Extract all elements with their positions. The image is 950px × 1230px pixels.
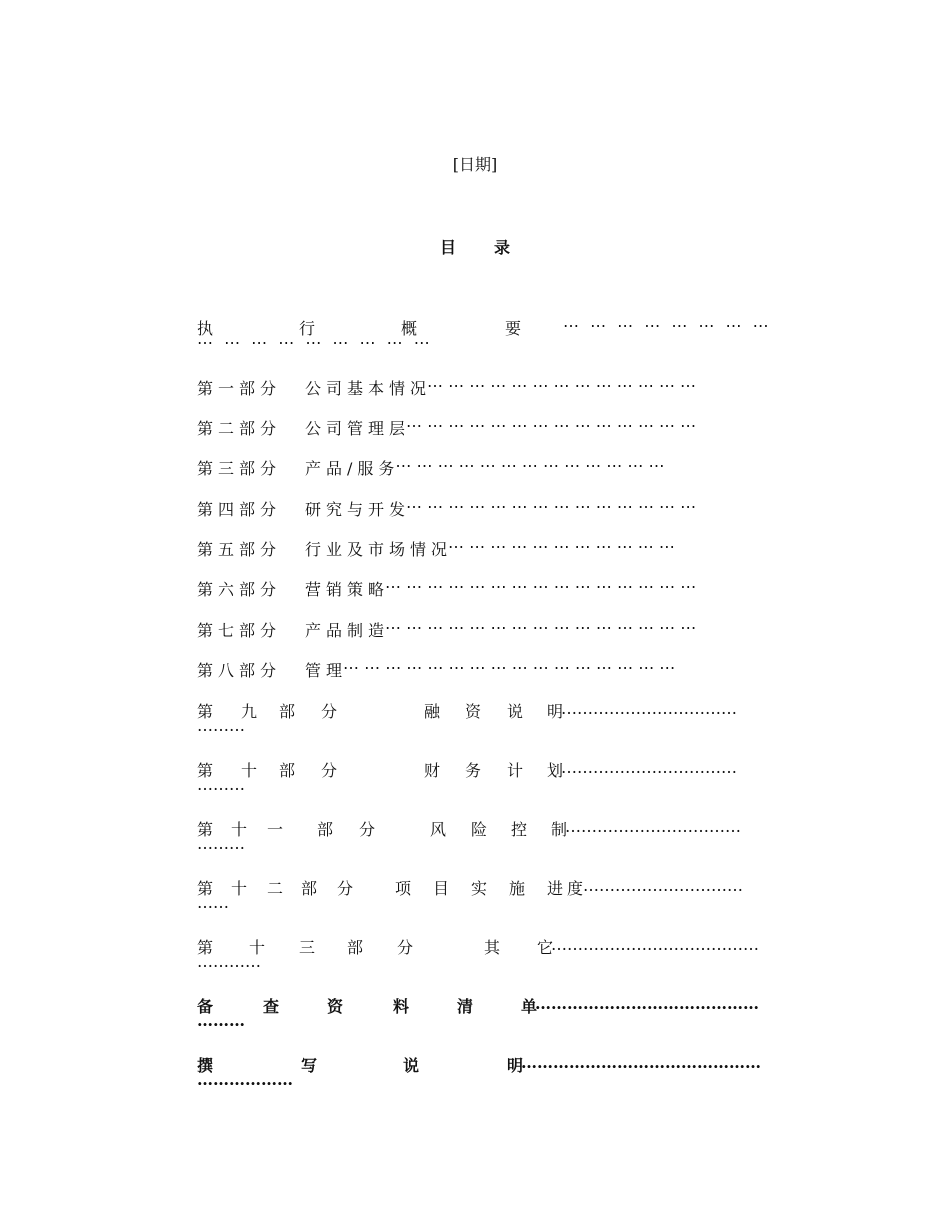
toc-char: 概 xyxy=(401,319,418,338)
toc-leader: ………………………………… xyxy=(551,935,759,954)
toc-char: 资 xyxy=(327,997,344,1016)
toc-part-label: 第六部分 xyxy=(197,580,282,599)
toc-char: 部 xyxy=(279,702,296,721)
toc-title: 产品制造 xyxy=(305,621,390,640)
toc-title: 管理 xyxy=(305,661,348,680)
toc-char: 第 xyxy=(197,702,214,721)
toc-char: 资 xyxy=(465,702,482,721)
toc-leader-wrap: ……… xyxy=(197,1011,245,1030)
toc-char: 行 xyxy=(299,319,316,338)
toc-leader-wrap: ……… xyxy=(197,834,245,853)
toc-char: 第 xyxy=(197,879,214,898)
toc-part-label: 第七部分 xyxy=(197,621,282,640)
toc-char: 十 xyxy=(241,761,258,780)
toc-part-label: 第二部分 xyxy=(197,419,282,438)
toc-title: 公司基本情况 xyxy=(305,379,432,398)
toc-char: 备 xyxy=(197,997,214,1016)
toc-char: 分 xyxy=(397,938,414,957)
toc-char: 九 xyxy=(241,702,258,721)
toc-leader-wrap: ⋯ ⋯ ⋯ ⋯ ⋯ ⋯ ⋯ ⋯ ⋯ xyxy=(197,333,433,352)
toc-title: 行业及市场情况 xyxy=(305,540,453,559)
toc-char: 一 xyxy=(267,820,284,839)
toc-char: 分 xyxy=(337,879,354,898)
toc-leader-wrap: …… xyxy=(197,893,229,912)
toc-leader: ⋯ ⋯ ⋯ ⋯ ⋯ ⋯ ⋯ ⋯ ⋯ ⋯ ⋯ ⋯ ⋯ ⋯ ⋯ xyxy=(385,577,697,596)
toc-leader: ……………………………………… xyxy=(521,1053,761,1072)
toc-char: 施 xyxy=(509,879,526,898)
toc-char: 查 xyxy=(263,997,280,1016)
toc-heading-char-1: 目 xyxy=(439,238,456,257)
toc-char: 其 xyxy=(484,938,501,957)
toc-heading xyxy=(0,235,950,258)
toc-char: 说 xyxy=(507,702,524,721)
toc-char: 部 xyxy=(301,879,318,898)
toc-title: 研究与开发 xyxy=(305,500,411,519)
toc-char: 融 xyxy=(424,702,441,721)
toc-char: 计 xyxy=(507,761,524,780)
toc-title: 产品/服务 xyxy=(305,459,400,478)
toc-char: 明 xyxy=(547,702,564,721)
toc-char: 控 xyxy=(511,820,528,839)
toc-char: 划 xyxy=(547,761,564,780)
toc-char: 度 xyxy=(567,879,584,898)
toc-char: 部 xyxy=(317,820,334,839)
toc-char: 分 xyxy=(321,761,338,780)
toc-char: 分 xyxy=(321,702,338,721)
toc-char: 它 xyxy=(537,938,554,957)
toc-char: 第 xyxy=(197,938,214,957)
toc-char: 险 xyxy=(471,820,488,839)
toc-leader: ⋯ ⋯ ⋯ ⋯ ⋯ ⋯ ⋯ ⋯ ⋯ ⋯ ⋯ xyxy=(448,537,675,556)
toc-char: 清 xyxy=(457,997,474,1016)
toc-char: 实 xyxy=(471,879,488,898)
toc-char: 撰 xyxy=(197,1056,214,1075)
toc-leader-wrap: ……………… xyxy=(197,1070,293,1089)
toc-char: 务 xyxy=(465,761,482,780)
toc-leader: ⋯ ⋯ ⋯ ⋯ ⋯ ⋯ ⋯ ⋯ ⋯ ⋯ ⋯ ⋯ ⋯ ⋯ ⋯ ⋯ xyxy=(343,658,676,677)
toc-leader: …………………………… xyxy=(561,758,737,777)
toc-char: 第 xyxy=(197,761,214,780)
toc-char: 三 xyxy=(299,938,316,957)
toc-char: 十 xyxy=(231,820,248,839)
toc-leader: ………………………… xyxy=(583,876,743,895)
toc-part-label: 第五部分 xyxy=(197,540,282,559)
toc-char: 进 xyxy=(547,879,564,898)
toc-char: 说 xyxy=(403,1056,420,1075)
toc-char: 目 xyxy=(433,879,450,898)
toc-leader: ⋯ ⋯ ⋯ ⋯ ⋯ ⋯ ⋯ ⋯ ⋯ ⋯ ⋯ ⋯ ⋯ ⋯ ⋯ xyxy=(385,618,697,637)
toc-char: 十 xyxy=(231,879,248,898)
toc-leader: ⋯ ⋯ ⋯ ⋯ ⋯ ⋯ ⋯ ⋯ xyxy=(563,316,772,335)
toc-part-label: 第八部分 xyxy=(197,661,282,680)
toc-char: 分 xyxy=(359,820,376,839)
toc-heading-char-2: 录 xyxy=(494,238,511,257)
toc-leader: ⋯ ⋯ ⋯ ⋯ ⋯ ⋯ ⋯ ⋯ ⋯ ⋯ ⋯ ⋯ ⋯ ⋯ xyxy=(406,416,697,435)
toc-leader: …………………………… xyxy=(565,817,741,836)
toc-leader: ⋯ ⋯ ⋯ ⋯ ⋯ ⋯ ⋯ ⋯ ⋯ ⋯ ⋯ ⋯ ⋯ xyxy=(395,456,665,475)
toc-char: 部 xyxy=(279,761,296,780)
toc-char: 制 xyxy=(551,820,568,839)
toc-leader: …………………………… xyxy=(561,699,737,718)
toc-leader-wrap: ……… xyxy=(197,775,245,794)
toc-leader: ⋯ ⋯ ⋯ ⋯ ⋯ ⋯ ⋯ ⋯ ⋯ ⋯ ⋯ ⋯ ⋯ ⋯ xyxy=(406,497,697,516)
toc-char: 十 xyxy=(249,938,266,957)
toc-char: 风 xyxy=(430,820,447,839)
toc-char: 第 xyxy=(197,820,214,839)
date-placeholder: [日期] xyxy=(452,155,498,174)
toc-char: 执 xyxy=(197,319,214,338)
toc-char: 部 xyxy=(347,938,364,957)
toc-part-label: 第四部分 xyxy=(197,500,282,519)
toc-char: 单 xyxy=(521,997,538,1016)
toc-leader-wrap: ……… xyxy=(197,716,245,735)
toc-char: 项 xyxy=(395,879,412,898)
toc-leader: …………………………………… xyxy=(535,994,759,1013)
toc-char: 二 xyxy=(267,879,284,898)
toc-char: 要 xyxy=(505,319,522,338)
toc-title: 公司管理层 xyxy=(305,419,411,438)
toc-part-label: 第一部分 xyxy=(197,379,282,398)
toc-char: 料 xyxy=(393,997,410,1016)
toc-char: 写 xyxy=(301,1056,318,1075)
toc-part-label: 第三部分 xyxy=(197,459,282,478)
toc-leader: ⋯ ⋯ ⋯ ⋯ ⋯ ⋯ ⋯ ⋯ ⋯ ⋯ ⋯ ⋯ ⋯ xyxy=(427,376,697,395)
toc-char: 明 xyxy=(507,1056,524,1075)
toc-leader-wrap: ………… xyxy=(197,952,261,971)
toc-title: 营销策略 xyxy=(305,580,390,599)
toc-char: 财 xyxy=(424,761,441,780)
